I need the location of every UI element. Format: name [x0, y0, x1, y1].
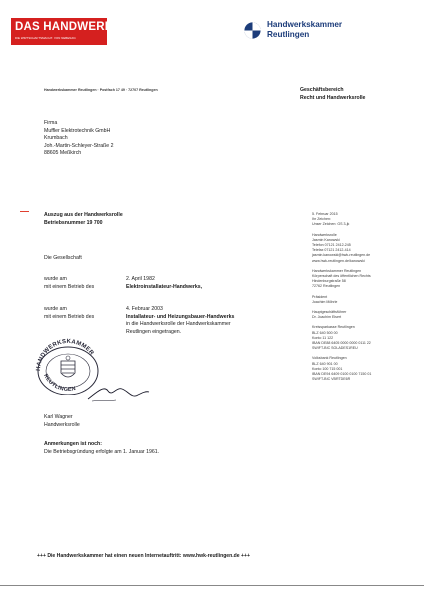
- company-heading: Die Gesellschaft: [44, 255, 82, 261]
- reference-yours: Ihr Zeichen:: [312, 217, 331, 222]
- coat-of-arms-icon: [61, 356, 75, 377]
- contact-email[interactable]: jasmin.kanowski@hwk-reutlingen.de: [312, 253, 371, 258]
- signatory-role: Handwerksrolle: [44, 421, 80, 428]
- bank-line: Konto 100 715 001: [312, 366, 343, 371]
- entry2-value4: Reutlingen eingetragen.: [126, 328, 182, 335]
- bank-line: SWIFT-BIC VBRTDE6R: [312, 377, 351, 382]
- bank-line: IBAN DE88 6405 0000 0000 0111 22: [312, 341, 371, 346]
- subject-line2: Betriebsnummer 19 700: [44, 219, 103, 226]
- entry2-value3: in die Handwerksrolle der Handwerkskammer: [126, 321, 231, 328]
- entry1-value2: Elektroinstallateur-Handwerks,: [126, 283, 203, 290]
- address-line: Körperschaft des öffentlichen Rechts: [312, 274, 371, 279]
- entry1-value1: 2. April 1982: [126, 276, 155, 282]
- bank-line: Volksbank Reutlingen: [312, 356, 347, 361]
- bank-line: BLZ 640 500 00: [312, 330, 338, 335]
- entry1-label1: wurde am: [44, 276, 67, 282]
- chamber-name-line1: Handwerkskammer: [267, 20, 343, 29]
- chamber-name: [267, 20, 342, 39]
- remarks-label: Anmerkungen ist noch:: [44, 441, 102, 447]
- bank-line: BLZ 640 901 00: [312, 361, 338, 366]
- entry2-values: [126, 306, 234, 336]
- ceo-block: [312, 310, 420, 320]
- contact-line: Handwerksrolle: [312, 232, 337, 237]
- logo-main-text: DAS HANDWERK: [15, 21, 114, 33]
- remarks: [44, 441, 159, 456]
- sidebar-info: [312, 212, 420, 382]
- bank-line: Kreissparkasse Reutlingen: [312, 325, 355, 330]
- seal-text-top: HANDWERKSKAMMER: [35, 338, 95, 372]
- department-value: Recht und Handwerksrolle: [300, 94, 366, 101]
- address-line: Handwerkskammer Reutlingen: [312, 268, 362, 273]
- recipient-line: Krumbach: [44, 135, 68, 142]
- recipient-line: Muffler Elektrotechnik GmbH: [44, 127, 111, 134]
- contact-line: Jasmin Kanowski: [312, 237, 340, 242]
- contact-block: [312, 233, 420, 264]
- ceo-label: Hauptgeschäftsführer: [312, 310, 347, 315]
- seal-text-bottom: REUTLINGEN: [42, 373, 77, 394]
- sender-line: Handwerkskammer Reutlingen · Postfach 17 49 · 72707 Reutlingen: [44, 88, 158, 92]
- bottom-rule: [0, 585, 424, 586]
- entry2-label1: wurde am: [44, 306, 67, 312]
- bank-line: SWIFT-BIC SOLADES1REU: [312, 346, 358, 351]
- entry2-label2: mit einem Betrieb des: [44, 313, 95, 320]
- entry1-labels: [44, 276, 94, 291]
- bank2-block: [312, 356, 420, 382]
- department-block: [300, 87, 365, 102]
- president-label: Präsident: [312, 294, 328, 299]
- president-name: Joachim Möhrle: [312, 299, 338, 304]
- address-line: Hindenburgstraße 58: [312, 279, 346, 284]
- contact-phone: Telefon 07121 2412-245: [312, 243, 351, 248]
- bank-line: Konto 11 122: [312, 335, 334, 340]
- fold-mark: [20, 211, 29, 212]
- recipient-line: Joh.-Martin-Schleyer-Straße 2: [44, 142, 114, 149]
- chamber-emblem-icon: [244, 22, 261, 39]
- footer-notice: +++ Die Handwerkskammer hat einen neuen Internetauftritt: www.hwk-reutlingen.de +++: [37, 553, 250, 559]
- das-handwerk-logo: [11, 18, 114, 45]
- chamber-name-line2: Reutlingen: [267, 29, 310, 39]
- subject-line1: Auszug aus der Handwerksrolle: [44, 212, 123, 218]
- bank1-block: [312, 325, 420, 351]
- recipient-address: [44, 120, 113, 158]
- contact-fax: Telefax 07121 2412-414: [312, 248, 351, 253]
- entry1-values: [126, 276, 202, 291]
- president-block: [312, 295, 420, 305]
- svg-text:HANDWERKSKAMMER: [36, 339, 95, 371]
- address-line: 72762 Reutlingen: [312, 284, 341, 289]
- recipient-line: Firma: [44, 120, 58, 126]
- subject: [44, 212, 123, 227]
- remarks-text: Die Betriebsgründung erfolgte am 1. Januar 1961.: [44, 448, 160, 455]
- department-label: Geschäftsbereich: [300, 87, 344, 93]
- bank-line: IBAN DE94 6409 0100 0100 7150 01: [312, 372, 372, 377]
- entry2-labels: [44, 306, 94, 321]
- contact-web[interactable]: www.hwk-reutlingen.de/kanowski: [312, 258, 365, 263]
- chamber-address-block: [312, 269, 420, 290]
- signatory-name: Karl Wagner: [44, 414, 73, 420]
- handwritten-signature: [86, 379, 150, 405]
- entry1-label2: mit einem Betrieb des: [44, 283, 95, 290]
- signatory: [44, 414, 80, 429]
- reference-ours: Unser Zeichen: GS 3-jk: [312, 222, 350, 227]
- entry2-value1: 4. Februar 2003: [126, 306, 163, 312]
- entry2-value2: Installateur- und Heizungsbauer-Handwerks: [126, 313, 235, 320]
- letter-date: 5. Februar 2015: [312, 212, 338, 216]
- ceo-name: Dr. Joachim Eisert: [312, 315, 342, 320]
- recipient-line: 88605 Meßkirch: [44, 150, 82, 157]
- logo-tagline: DIE WIRTSCHAFTSMACHT. VON NEBENAN.: [15, 36, 77, 40]
